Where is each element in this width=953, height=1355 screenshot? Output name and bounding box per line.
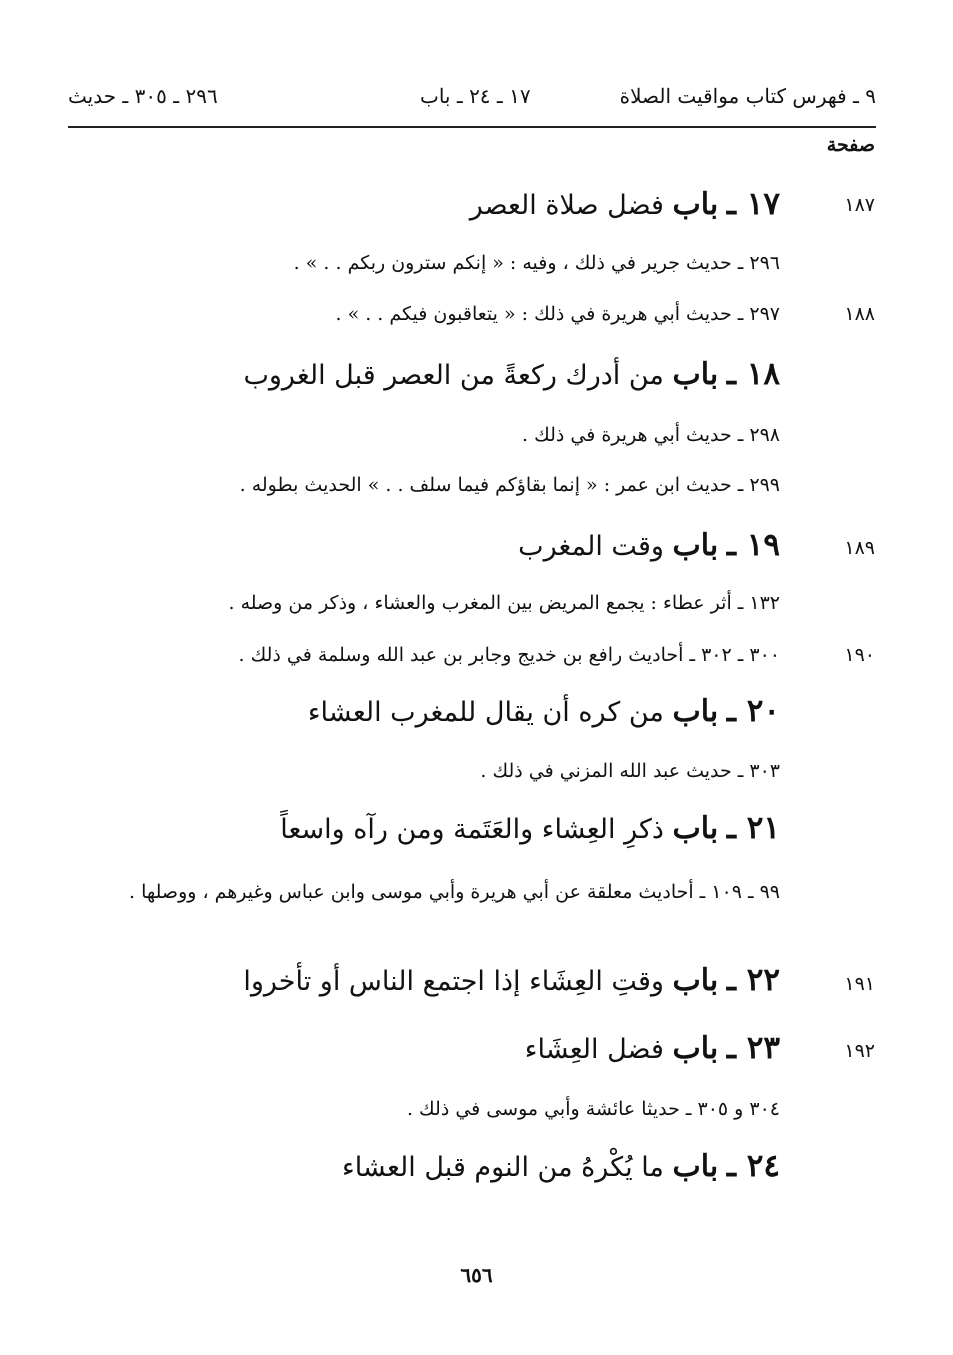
header-hadith-range: ٢٩٦ ـ ٣٠٥ ـ حديث <box>68 84 218 108</box>
chapter-title: فضل العِشَاء <box>524 1034 664 1065</box>
chapter-keyword: باب <box>672 528 719 563</box>
chapter-title: من أدرك ركعةً من العصر قبل الغروب <box>243 360 664 391</box>
header-rule <box>68 126 876 128</box>
chapter-keyword: باب <box>672 963 719 998</box>
chapter-heading-18 <box>243 356 780 392</box>
chapter-number: ٢١ ـ <box>726 810 780 846</box>
chapter-title: ذكرِ العِشاء والعَتَمة ومن رآه واسعاً <box>280 814 664 845</box>
chapter-heading-17 <box>470 186 780 222</box>
chapter-number: ٢٤ ـ <box>726 1148 780 1184</box>
page-number-189: ١٨٩ <box>844 537 875 559</box>
chapter-keyword: باب <box>672 811 719 846</box>
page-number-192: ١٩٢ <box>844 1040 875 1062</box>
chapter-number: ١٨ ـ <box>726 356 780 392</box>
chapter-number: ١٩ ـ <box>726 527 780 563</box>
page-number-187: ١٨٧ <box>844 194 875 216</box>
running-header <box>68 84 876 118</box>
page-number-190: ١٩٠ <box>844 644 875 666</box>
chapter-keyword: باب <box>672 357 719 392</box>
chapter-heading-21 <box>280 810 780 846</box>
hadith-entry-304-305: ٣٠٤ و ٣٠٥ ـ حديثا عائشة وأبي موسى في ذلك . <box>406 1098 780 1120</box>
chapter-heading-20 <box>308 693 780 729</box>
hadith-entry-303: ٣٠٣ ـ حديث عبد الله المزني في ذلك . <box>480 760 780 782</box>
chapter-heading-22 <box>243 962 780 998</box>
chapter-number: ١٧ ـ <box>726 186 780 222</box>
athar-entry-132: ١٣٢ ـ أثر عطاء : يجمع المريض بين المغرب والعشاء ، وذكر من وصله . <box>228 592 780 614</box>
chapter-title: من كره أن يقال للمغرب العشاء <box>307 697 664 728</box>
header-book-title: ٩ ـ فهرس كتاب مواقيت الصلاة <box>619 84 876 108</box>
chapter-title: وقتِ العِشَاء إذا اجتمع الناس أو تأخروا <box>243 966 664 997</box>
hadith-entry-296: ٢٩٦ ـ حديث جرير في ذلك ، وفيه : « إنكم سترون ربكم . . » . <box>293 252 780 274</box>
chapter-heading-24 <box>342 1148 780 1184</box>
chapter-number: ٢٢ ـ <box>726 962 780 998</box>
hadith-entry-298: ٢٩٨ ـ حديث أبي هريرة في ذلك . <box>522 424 780 446</box>
page-number-191: ١٩١ <box>844 973 875 995</box>
chapter-keyword: باب <box>672 1031 719 1066</box>
header-chapter-range: ١٧ ـ ٢٤ ـ باب <box>420 84 531 108</box>
chapter-keyword: باب <box>672 187 719 222</box>
chapter-title: ما يُكْرهُ من النوم قبل العشاء <box>342 1152 664 1183</box>
chapter-number: ٢٠ ـ <box>726 693 780 729</box>
chapter-heading-19 <box>518 527 780 563</box>
chapter-number: ٢٣ ـ <box>726 1030 780 1066</box>
chapter-title: فضل صلاة العصر <box>469 190 664 221</box>
page-column-label: صفحة <box>826 134 875 156</box>
chapter-title: وقت المغرب <box>518 531 664 562</box>
hadith-entry-299: ٢٩٩ ـ حديث ابن عمر : « إنما بقاؤكم فيما سلف . . » الحديث بطوله . <box>239 474 780 496</box>
chapter-heading-23 <box>525 1030 780 1066</box>
chapter-keyword: باب <box>672 1149 719 1184</box>
hadith-entry-297: ٢٩٧ ـ حديث أبي هريرة في ذلك : « يتعاقبون فيكم . . » . <box>335 303 780 325</box>
hadith-entry-99-109: ٩٩ ـ ١٠٩ ـ أحاديث معلقة عن أبي هريرة وأبي موسى وابن عباس وغيرهم ، ووصلها . <box>129 881 780 903</box>
page-number-188: ١٨٨ <box>844 303 875 325</box>
page-footer-number: ٦٥٦ <box>460 1263 493 1287</box>
hadith-entry-300-302: ٣٠٠ ـ ٣٠٢ ـ أحاديث رافع بن خديج وجابر بن عبد الله وسلمة في ذلك . <box>238 644 780 666</box>
chapter-keyword: باب <box>672 694 719 729</box>
